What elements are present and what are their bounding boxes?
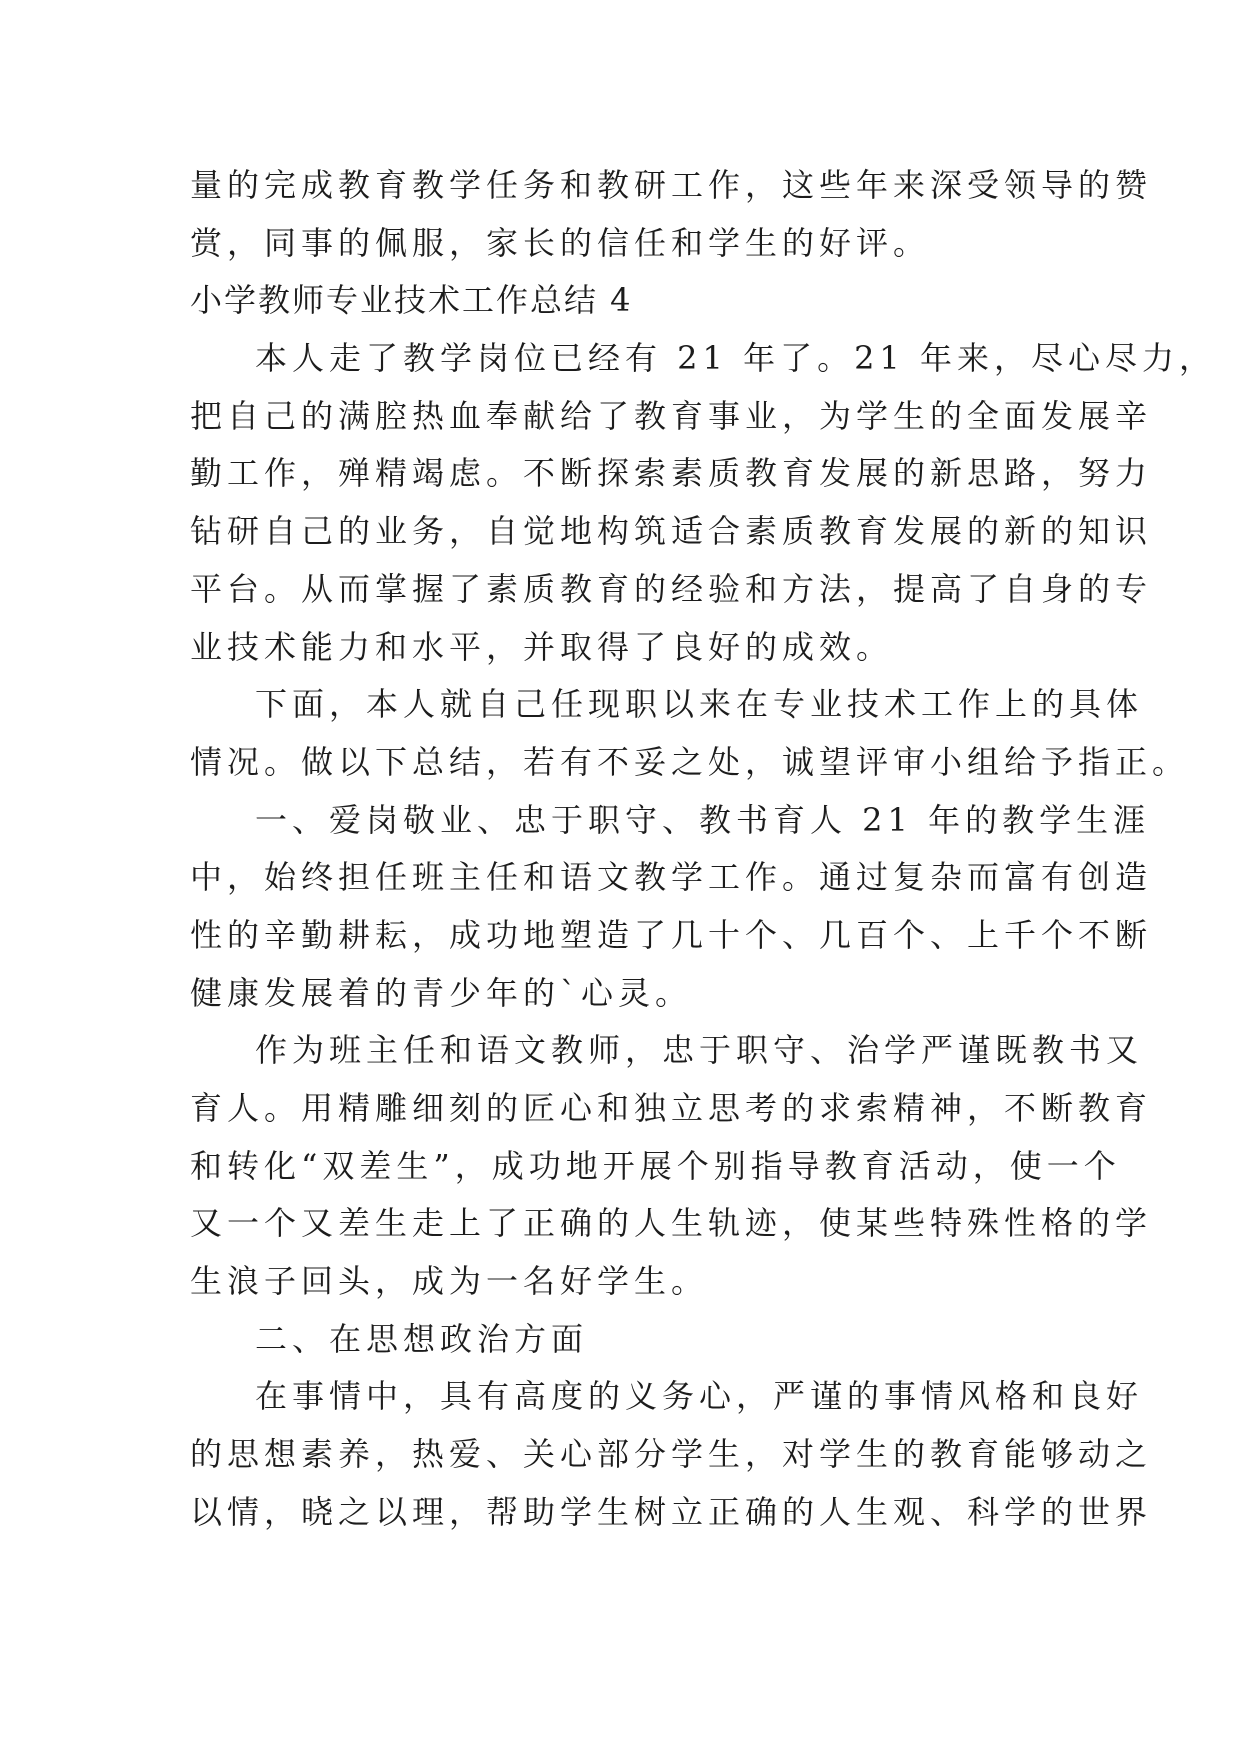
text-line: 把自己的满腔热血奉献给了教育事业，为学生的全面发展辛	[190, 396, 1153, 435]
text-line: 勤工作，殚精竭虑。不断探索素质教育发展的新思路，努力	[190, 454, 1153, 493]
paragraph	[190, 330, 1216, 676]
text-line: 健康发展着的青少年的`心灵。	[190, 973, 693, 1012]
paragraph	[190, 1311, 1060, 1369]
text-line: 量的完成教育教学任务和教研工作，这些年来深受领导的赞	[190, 166, 1153, 204]
text-line: 以情，晓之以理，帮助学生树立正确的人生观、科学的世界	[190, 1492, 1153, 1531]
text-line: 又一个又差生走上了正确的人生轨迹，使某些特殊性格的学	[190, 1204, 1153, 1243]
text-line: 和转化“双差生”，成功地开展个别指导教育活动，使一个	[190, 1146, 1121, 1185]
text-line: 业技术能力和水平，并取得了良好的成效。	[190, 627, 894, 666]
text-line: 的思想素养，热爱、关心部分学生，对学生的教育能够动之	[190, 1435, 1153, 1474]
text-line: 一、爱岗敬业、忠于职守、教书育人 21 年的教学生涯	[255, 800, 1151, 839]
paragraph	[190, 792, 1153, 1023]
text-line: 生浪子回头，成为一名好学生。	[190, 1262, 709, 1301]
paragraph	[190, 1022, 1153, 1310]
text-line: 育人。用精雕细刻的匠心和独立思考的求索精神，不断教育	[190, 1089, 1153, 1127]
text-line: 性的辛勤耕耘，成功地塑造了几十个、几百个、上千个不断	[190, 915, 1153, 954]
text-line: 作为班主任和语文教师，忠于职守、治学严谨既教书又	[255, 1031, 1144, 1070]
text-line: 本人走了教学岗位已经有 21 年了。21 年来，尽心尽力，	[255, 339, 1216, 378]
text-line: 钻研自己的业务，自觉地构筑适合素质教育发展的新的知识	[190, 512, 1153, 551]
section-title: 小学教师专业技术工作总结 4	[190, 281, 633, 320]
text-line: 情况。做以下总结，若有不妥之处，诚望评审小组给予指正。	[190, 742, 1190, 781]
text-line: 赏，同事的佩服，家长的信任和学生的好评。	[190, 223, 931, 262]
text-line: 下面，本人就自己任现职以来在专业技术工作上的具体	[255, 685, 1144, 724]
text-line: 在事情中，具有高度的义务心，严谨的事情风格和良好	[255, 1377, 1144, 1416]
text-line: 中，始终担任班主任和语文教学工作。通过复杂而富有创造	[190, 858, 1153, 897]
text-line: 平台。从而掌握了素质教育的经验和方法，提高了自身的专	[190, 569, 1153, 608]
paragraph	[190, 676, 1190, 791]
document-body	[190, 157, 1216, 1542]
subheading: 二、在思想政治方面	[255, 1319, 589, 1358]
paragraph	[190, 1368, 1153, 1541]
